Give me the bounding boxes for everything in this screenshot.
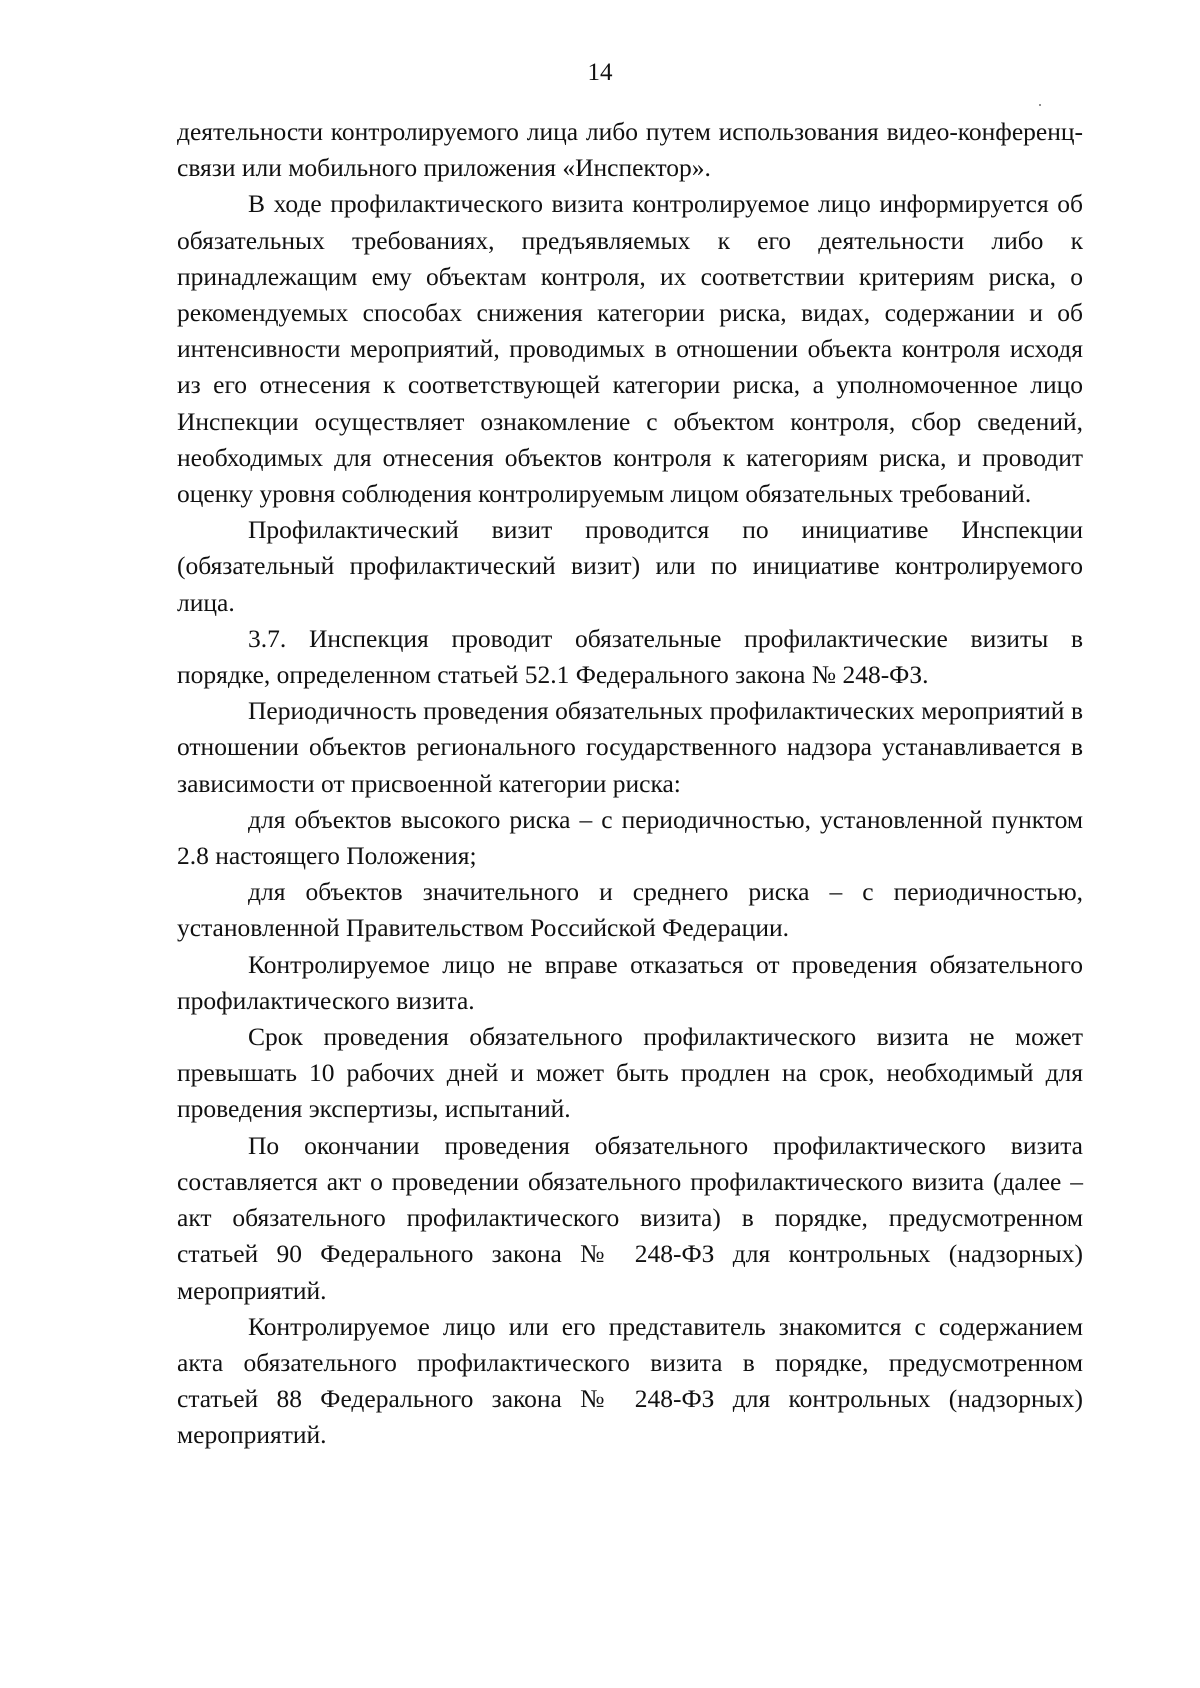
- paragraph-visit-term: Срок проведения обязательного профилактического визита не может превышать 10 рабочих дней и может быть продлен на срок, необходимый для проведения экспертизы, испытаний.: [177, 1022, 1083, 1124]
- paragraph-visit-initiative: Профилактический визит проводится по инициативе Инспекции (обязательный профилактический визит) или по инициативе контролируемого лица.: [177, 515, 1083, 617]
- paragraph-no-refusal: Контролируемое лицо не вправе отказаться от проведения обязательного профилактического визита.: [177, 949, 1083, 1015]
- paragraph-visit-act: По окончании проведения обязательного профилактического визита составляется акт о проведении обязательного профилактического визита (далее – акт обязательного профилактического визита) в порядке, предусмотренном статьей 90 Федерального закона № 248-ФЗ для контрольных (надзорных) мероприятий.: [177, 1130, 1083, 1305]
- paragraph-high-risk: для объектов высокого риска – с периодичностью, установленной пунктом 2.8 настоящего Положения;: [177, 804, 1083, 871]
- page-number: 14: [587, 59, 613, 86]
- paragraph-act-familiarization: Контролируемое лицо или его представитель знакомится с содержанием акта обязательного профилактического визита в порядке, предусмотренном статьей 88 Федерального закона № 248-ФЗ для контрольных (надзорных) мероприятий.: [177, 1311, 1083, 1450]
- paragraph-section-3-7: 3.7. Инспекция проводит обязательные профилактические визиты в порядке, определенном статьей 52.1 Федерального закона № 248-ФЗ.: [177, 623, 1083, 690]
- paragraph-significant-medium-risk: для объектов значительного и среднего риска – с периодичностью, установленной Правительством Российской Федерации.: [177, 877, 1083, 943]
- document-body: [177, 114, 1083, 1454]
- scan-speck: [1039, 104, 1041, 106]
- paragraph-continuation: деятельности контролируемого лица либо путем использования видео-конференц-связи или мобильного приложения «Инспектор».: [177, 117, 1083, 183]
- paragraph-visit-information: В ходе профилактического визита контролируемое лицо информируется об обязательных требованиях, предъявляемых к его деятельности либо к принадлежащим ему объектам контроля, их соответствии критериям риска, о рекомендуемых способах снижения категории риска, видах, содержании и об интенсивности мероприятий, проводимых в отношении объекта контроля исходя из его отнесения к соответствующей категории риска, а уполномоченное лицо Инспекции осуществляет ознакомление с объектом контроля, сбор сведений, необходимых для отнесения объектов контроля к категориям риска, и проводит оценку уровня соблюдения контролируемым лицом обязательных требований.: [177, 189, 1083, 509]
- paragraph-periodicity: Периодичность проведения обязательных профилактических мероприятий в отношении объектов регионального государственного надзора устанавливается в зависимости от присвоенной категории риска:: [177, 696, 1083, 798]
